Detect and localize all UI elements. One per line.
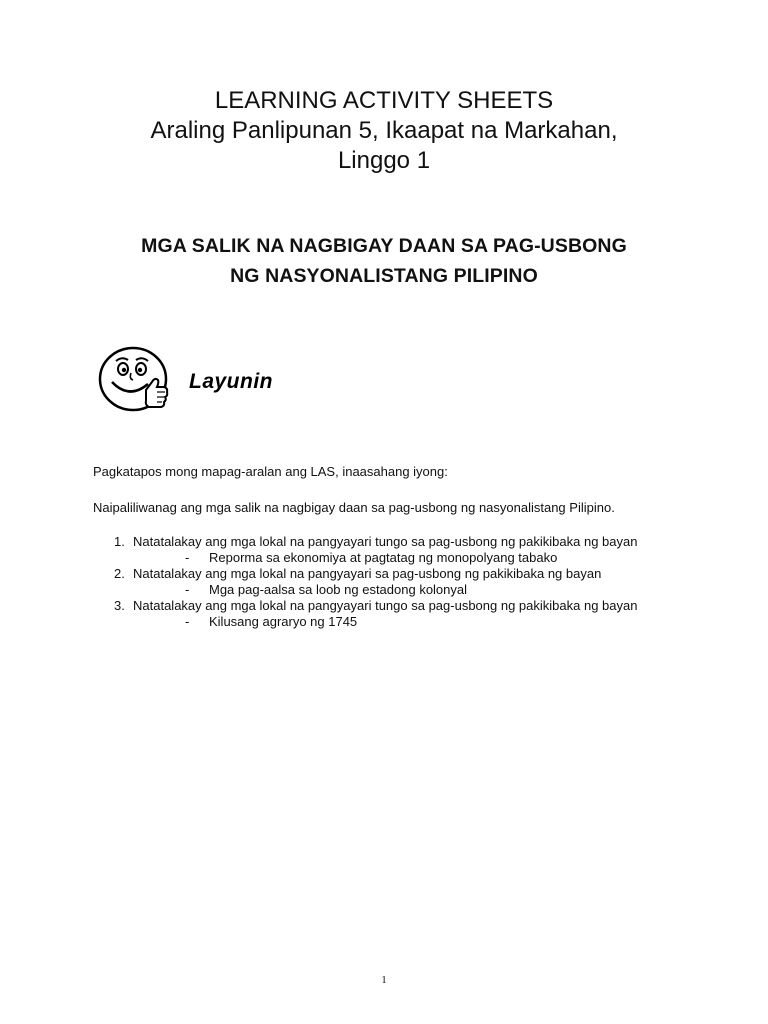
lesson-title-line-2: NG NASYONALISTANG PILIPINO	[230, 265, 538, 287]
subtopic-text: Reporma sa ekonomiya at pagtatag ng monopolyang tabako	[209, 550, 558, 565]
document-header	[0, 86, 768, 176]
header-line-2: Araling Panlipunan 5, Ikaapat na Markahan,	[150, 117, 618, 144]
subtopic-text: Kilusang agraryo ng 1745	[209, 614, 358, 629]
objective-item	[93, 598, 675, 614]
goal-text: Naipaliliwanag ang mga salik na nagbigay daan sa pag-usbong ng nasyonalistang Pilipino.	[93, 500, 615, 515]
objective-subtopic	[93, 582, 675, 598]
objective-text: Natatalakay ang mga lokal na pangyayari sa pag-usbong ng pakikibaka ng bayan	[133, 566, 602, 581]
subtopic-dash: -	[185, 582, 190, 597]
lesson-title	[0, 231, 768, 291]
objective-text: Natatalakay ang mga lokal na pangyayari tungo sa pag-usbong ng pakikibaka ng bayan	[133, 598, 638, 613]
objective-heading: Layunin	[189, 370, 274, 393]
objective-subtopic	[93, 614, 675, 630]
objective-number: 3.	[114, 598, 125, 613]
subtopic-dash: -	[185, 614, 190, 629]
objective-item	[93, 534, 675, 550]
lesson-title-line-1: MGA SALIK NA NAGBIGAY DAAN SA PAG-USBONG	[141, 235, 627, 257]
subtopic-dash: -	[185, 550, 190, 565]
objective-section	[96, 344, 356, 414]
objective-item	[93, 566, 675, 582]
smiley-thumbs-up-icon	[96, 344, 174, 414]
subtopic-text: Mga pag-aalsa sa loob ng estadong kolonyal	[209, 582, 468, 597]
objective-text: Natatalakay ang mga lokal na pangyayari tungo sa pag-usbong ng pakikibaka ng bayan	[133, 534, 638, 549]
objective-subtopic	[93, 550, 675, 566]
header-line-1: LEARNING ACTIVITY SHEETS	[214, 87, 554, 114]
header-line-3: Linggo 1	[337, 147, 431, 174]
page-number: 1	[381, 974, 387, 986]
intro-text: Pagkatapos mong mapag-aralan ang LAS, inaasahang iyong:	[93, 464, 448, 479]
objective-number: 2.	[114, 566, 125, 581]
objective-list	[93, 534, 675, 630]
objective-number: 1.	[114, 534, 125, 549]
